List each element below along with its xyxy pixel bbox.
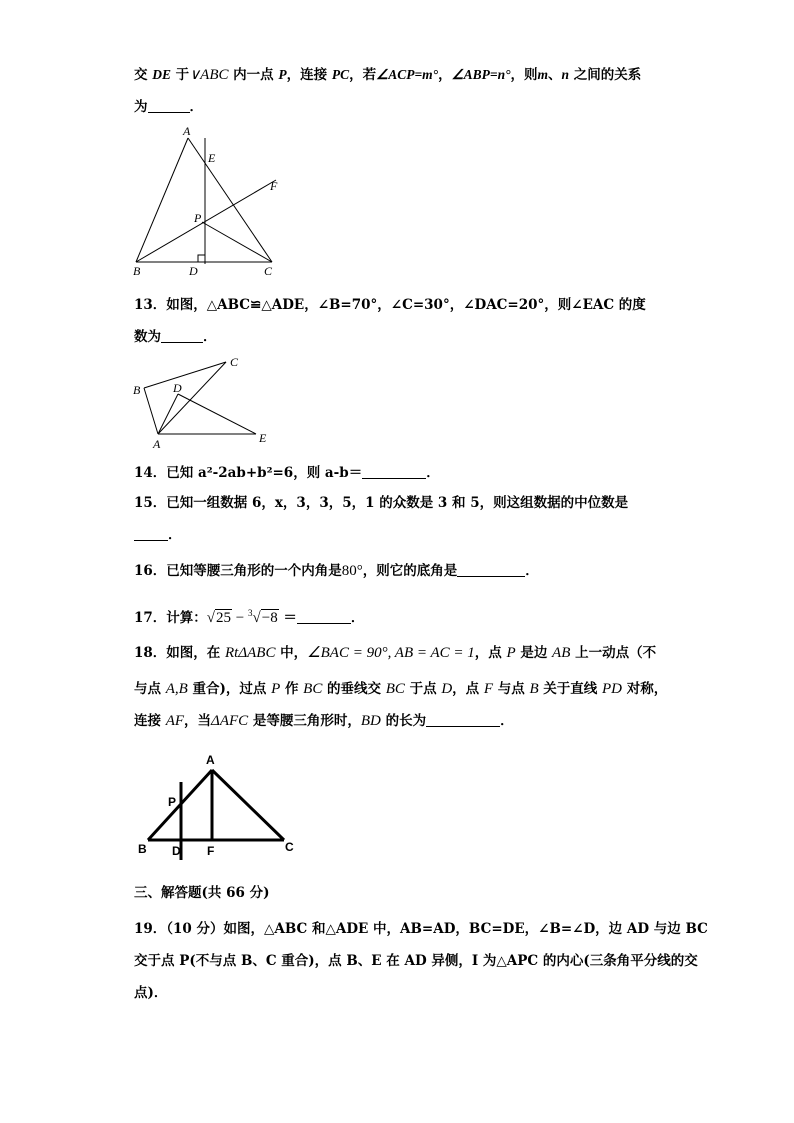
label-b: B xyxy=(133,264,141,278)
label-a: A xyxy=(153,437,161,451)
answer-blank[interactable] xyxy=(362,464,426,479)
label-d: D xyxy=(189,264,198,278)
edge-de xyxy=(178,394,256,434)
q18-line3: 连接 AF，当ΔAFC 是等腰三角形时，BD 的长为 ． xyxy=(134,713,514,729)
q12-line1: 交 DE 于∨ABC 内一点 P，连接 PC，若∠ACP=m°，∠ABP=n°，则m、n 之间的关系 xyxy=(134,67,642,83)
label-b: B xyxy=(133,383,141,397)
answer-blank[interactable] xyxy=(457,562,525,577)
q19-line2: 交于点 P(不与点 B、C 重合)，点 B、E 在 AD 异侧，I 为△APC 的内心(三条角平分线的交 xyxy=(134,953,698,969)
q13-line1: 13．如图，△ABC≌△ADE，∠B=70°，∠C=30°，∠DAC=20°，则∠EAC 的度 xyxy=(134,297,646,313)
figure-q18 xyxy=(134,750,304,870)
q19-line1: 19．（10 分）如图，△ABC 和△ADE 中，AB=AD，BC=DE，∠B=∠D，边 AD 与边 BC xyxy=(134,921,708,937)
label-e: E xyxy=(208,151,216,165)
edge-ab xyxy=(136,138,188,262)
label-f: F xyxy=(270,179,278,193)
ray-bf xyxy=(136,180,276,262)
q19-line3: 点)． xyxy=(134,985,168,1001)
segment-pc xyxy=(202,222,272,262)
label-d: D xyxy=(173,381,182,395)
sqrt-expression: √25 xyxy=(206,610,232,626)
answer-blank[interactable] xyxy=(161,328,203,343)
label-a: A xyxy=(183,124,191,138)
edge-ac xyxy=(212,770,284,840)
cbrt-expression: $^3$√−8 xyxy=(248,608,278,626)
label-c: C xyxy=(264,264,273,278)
figure-q13 xyxy=(128,352,278,452)
q15-line1: 15．已知一组数据 6，x，3，3，5，1 的众数是 3 和 5，则这组数据的中位数是 xyxy=(134,495,629,511)
q18-line1: 18．如图，在 RtΔABC 中，∠BAC = 90°, AB = AC = 1，点 P 是边 AB 上一动点（不 xyxy=(134,645,657,661)
q14: 14．已知 a²-2ab+b²=6，则 a-b＝ ． xyxy=(134,465,440,481)
q16: 16．已知等腰三角形的一个内角是80°，则它的底角是 ． xyxy=(134,563,539,579)
q12-line2: 为 ． xyxy=(134,99,203,115)
answer-blank[interactable] xyxy=(134,526,168,541)
q15-line2: ． xyxy=(134,526,182,544)
label-f: F xyxy=(207,844,215,858)
right-angle-mark xyxy=(198,255,205,262)
label-d: D xyxy=(172,844,181,858)
edge-ba xyxy=(144,388,158,434)
label-c: C xyxy=(230,355,239,369)
section-title: 三、解答题(共 66 分) xyxy=(134,885,270,901)
label-p: P xyxy=(194,211,202,225)
answer-blank[interactable] xyxy=(148,98,190,113)
label-e: E xyxy=(259,431,267,445)
q13-line2: 数为 ． xyxy=(134,329,217,345)
q18-line2: 与点 A,B 重合)，过点 P 作 BC 的垂线交 BC 于点 D，点 F 与点 B 关于直线 PD 对称， xyxy=(134,681,668,697)
edge-ad xyxy=(158,394,178,434)
q17: 17．计算：√25 − $^3$√−8 ＝ ． xyxy=(134,608,365,626)
figure-q12 xyxy=(128,124,288,284)
label-a: A xyxy=(206,753,215,767)
edge-ac xyxy=(188,138,272,262)
answer-blank[interactable] xyxy=(297,609,351,624)
label-p: P xyxy=(168,795,177,809)
answer-blank[interactable] xyxy=(426,712,500,727)
label-b: B xyxy=(138,842,147,856)
label-c: C xyxy=(285,840,294,854)
